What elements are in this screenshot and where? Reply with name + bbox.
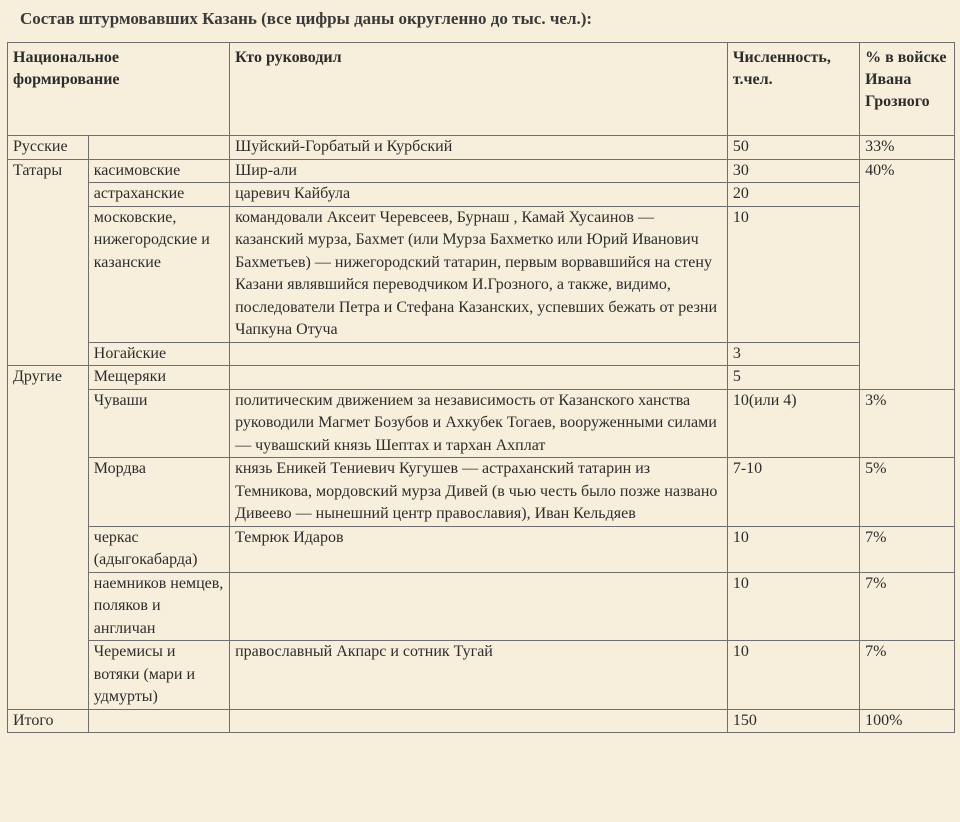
subgroup-cell: Ногайские [88,342,229,366]
subgroup-cell: астраханские [88,183,229,207]
leader-cell: православный Акпарс и сотник Тугай [230,641,728,710]
table-row [8,159,955,183]
subgroup-cell [88,709,229,733]
table-row [8,389,955,458]
subgroup-cell: Черемисы и вотяки (мари и удмурты) [88,641,229,710]
leader-cell [230,366,728,390]
table-row [8,572,955,641]
header-leader: Кто руководил [230,43,728,136]
table-row [8,136,955,160]
percent-cell: 7% [860,572,955,641]
assault-composition-table [7,42,955,733]
count-cell: 150 [727,709,859,733]
subgroup-cell: касимовские [88,159,229,183]
leader-cell: командовали Аксеит Черевсеев, Бурнаш , Камай Хусаинов — казанский мурза, Бахмет (или Мурза Бахметко или Юрий Иванович Бахметьев) — нижегородский татарин, первым ворвавшийся на стену Казани являвшийся переводчиком И.Грозного, а также, видимо, последователи Петра и Стефана Казанских, успевших бежать от резни Чапкуна Отуча [230,206,728,342]
percent-cell: 5% [860,458,955,527]
table-row [8,342,955,366]
table-row [8,458,955,527]
percent-cell: 100% [860,709,955,733]
leader-cell: князь Еникей Тениевич Кугушев — астраханский татарин из Темникова, мордовский мурза Дивей (в чью честь было позже названо Дивеево — нынешний центр православия), Иван Кельдяев [230,458,728,527]
group-cell: Другие [8,366,89,710]
leader-cell: Темрюк Идаров [230,526,728,572]
count-cell: 20 [727,183,859,207]
subgroup-cell: Мордва [88,458,229,527]
count-cell: 5 [727,366,859,390]
count-cell: 10(или 4) [727,389,859,458]
count-cell: 30 [727,159,859,183]
percent-cell: 7% [860,641,955,710]
count-cell: 3 [727,342,859,366]
leader-cell: Шуйский-Горбатый и Курбский [230,136,728,160]
group-cell: Русские [8,136,89,160]
percent-cell: 7% [860,526,955,572]
group-cell: Итого [8,709,89,733]
header-formation: Национальное формирование [8,43,230,136]
leader-cell [230,342,728,366]
count-cell: 7-10 [727,458,859,527]
percent-cell: 33% [860,136,955,160]
table-caption: Состав штурмовавших Казань (все цифры даны округленно до тыс. чел.): [20,9,593,28]
count-cell: 50 [727,136,859,160]
leader-cell [230,709,728,733]
table-row [8,183,955,207]
table-row [8,206,955,342]
table-row [8,641,955,710]
leader-cell: царевич Кайбула [230,183,728,207]
subgroup-cell: наемников немцев, поляков и англичан [88,572,229,641]
total-row [8,709,955,733]
leader-cell: Шир-али [230,159,728,183]
header-percent: % в войске Ивана Грозного [860,43,955,136]
table-row [8,366,955,390]
leader-cell [230,572,728,641]
subgroup-cell: Мещеряки [88,366,229,390]
table-row [8,526,955,572]
subgroup-cell: Чуваши [88,389,229,458]
group-cell: Татары [8,159,89,366]
subgroup-cell: черкас (адыгокабарда) [88,526,229,572]
subgroup-cell [88,136,229,160]
count-cell: 10 [727,572,859,641]
count-cell: 10 [727,526,859,572]
header-row [8,43,955,136]
count-cell: 10 [727,641,859,710]
percent-cell: 3% [860,389,955,458]
leader-cell: политическим движением за независимость от Казанского ханства руководили Магмет Бозубов и Ахкубек Тогаев, вооруженными силами — чувашский князь Шептах и тархан Ахплат [230,389,728,458]
subgroup-cell: московские, нижегородские и казанские [88,206,229,342]
header-count: Численность, т.чел. [727,43,859,136]
percent-cell: 40% [860,159,955,389]
count-cell: 10 [727,206,859,342]
